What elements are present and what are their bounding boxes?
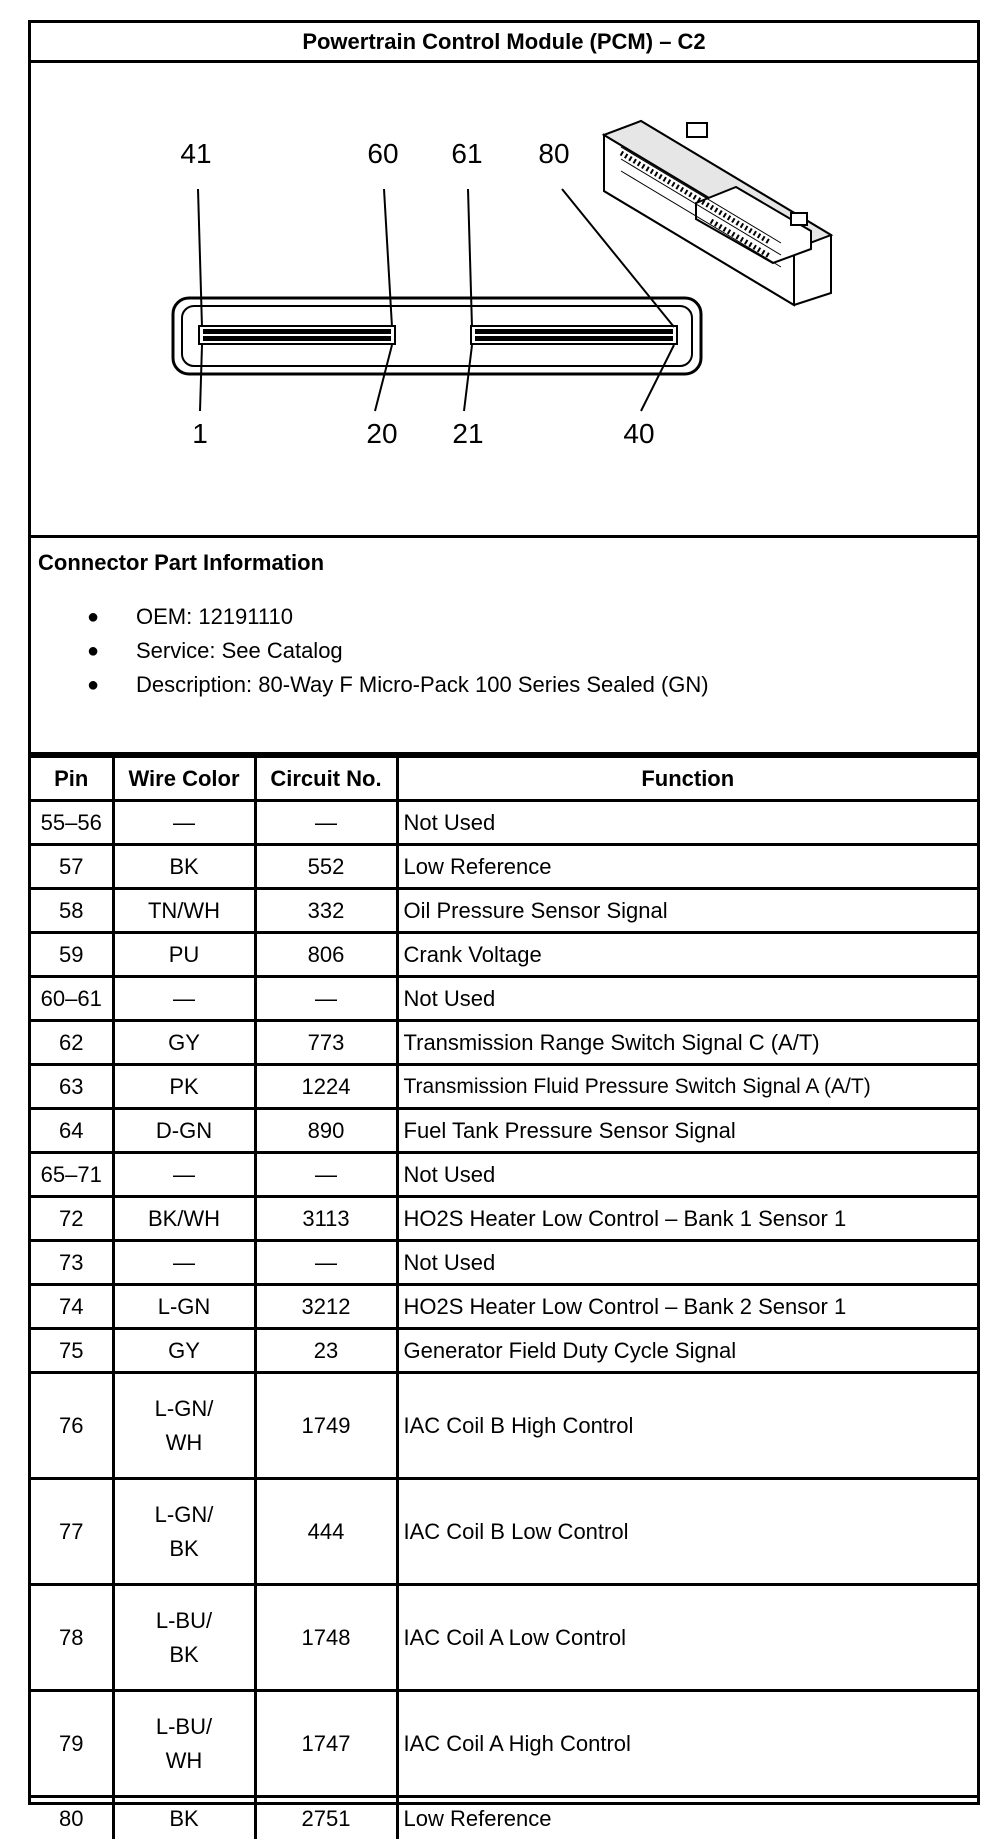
circuit-cell: 3212 <box>255 1285 397 1329</box>
circuit-cell: 23 <box>255 1329 397 1373</box>
table-row <box>31 845 977 889</box>
table-row <box>31 1065 977 1109</box>
function-cell: IAC Coil B High Control <box>397 1373 977 1479</box>
function-cell: Oil Pressure Sensor Signal <box>397 889 977 933</box>
bullet-icon: ● <box>87 668 99 702</box>
table-row <box>31 801 977 845</box>
function-cell: Fuel Tank Pressure Sensor Signal <box>397 1109 977 1153</box>
pin-cell: 58 <box>31 889 113 933</box>
wire-color-line-1: L-GN/ <box>115 1392 254 1426</box>
pin-cell: 57 <box>31 845 113 889</box>
table-row <box>31 1153 977 1197</box>
table-row <box>31 1241 977 1285</box>
oem-number: OEM: 12191110 <box>136 604 293 629</box>
part-info-list <box>31 600 709 702</box>
circuit-cell: — <box>255 977 397 1021</box>
header-pin: Pin <box>31 757 113 801</box>
wire-color-line-1: L-BU/ <box>115 1710 254 1744</box>
wire-color-cell <box>113 1585 255 1691</box>
part-info-item <box>31 668 709 702</box>
wire-color-cell: — <box>113 977 255 1021</box>
callout-pin-1: 1 <box>192 418 208 449</box>
pin-cell: 64 <box>31 1109 113 1153</box>
pin-cell: 76 <box>31 1373 113 1479</box>
bullet-icon: ● <box>87 600 99 634</box>
pin-cell: 73 <box>31 1241 113 1285</box>
table-row <box>31 1797 977 1839</box>
wire-color-cell: — <box>113 1241 255 1285</box>
wire-color-cell: — <box>113 1153 255 1197</box>
wire-color-cell <box>113 1691 255 1797</box>
wire-color-line-2: BK <box>115 1532 254 1566</box>
circuit-cell: 1747 <box>255 1691 397 1797</box>
page-title: Powertrain Control Module (PCM) – C2 <box>31 23 977 63</box>
pin-cell: 80 <box>31 1797 113 1839</box>
connector-part-information <box>31 538 977 755</box>
pin-cell: 77 <box>31 1479 113 1585</box>
circuit-cell: 444 <box>255 1479 397 1585</box>
description-info: Description: 80-Way F Micro-Pack 100 Series Sealed (GN) <box>136 672 709 697</box>
circuit-cell: 1224 <box>255 1065 397 1109</box>
table-row <box>31 1285 977 1329</box>
header-function: Function <box>397 757 977 801</box>
pin-cell: 78 <box>31 1585 113 1691</box>
callout-pin-21: 21 <box>452 418 483 449</box>
pin-cell: 72 <box>31 1197 113 1241</box>
wire-color-cell: BK <box>113 845 255 889</box>
pin-cell: 79 <box>31 1691 113 1797</box>
callout-pin-80: 80 <box>538 138 569 169</box>
part-info-item <box>31 600 709 634</box>
function-cell: Transmission Range Switch Signal C (A/T) <box>397 1021 977 1065</box>
wire-color-cell: TN/WH <box>113 889 255 933</box>
circuit-cell: — <box>255 1241 397 1285</box>
wire-color-line-1: L-GN/ <box>115 1498 254 1532</box>
wire-color-cell: GY <box>113 1021 255 1065</box>
circuit-cell: 1749 <box>255 1373 397 1479</box>
pin-cell: 55–56 <box>31 801 113 845</box>
circuit-cell: 3113 <box>255 1197 397 1241</box>
table-row <box>31 889 977 933</box>
pin-cell: 59 <box>31 933 113 977</box>
pin-cell: 60–61 <box>31 977 113 1021</box>
callout-pin-60: 60 <box>367 138 398 169</box>
callout-pin-20: 20 <box>366 418 397 449</box>
table-row <box>31 1479 977 1585</box>
wire-color-cell: PK <box>113 1065 255 1109</box>
table-row <box>31 1197 977 1241</box>
pin-cell: 65–71 <box>31 1153 113 1197</box>
callout-pin-40: 40 <box>623 418 654 449</box>
connector-sheet <box>28 20 980 1805</box>
info-heading: Connector Part Information <box>38 550 324 576</box>
table-header-row <box>31 757 977 801</box>
header-wire-color: Wire Color <box>113 757 255 801</box>
table-row <box>31 977 977 1021</box>
circuit-cell: 890 <box>255 1109 397 1153</box>
circuit-cell: 332 <box>255 889 397 933</box>
function-cell: Low Reference <box>397 845 977 889</box>
leader-lines <box>198 189 674 411</box>
circuit-cell: 806 <box>255 933 397 977</box>
circuit-cell: 2751 <box>255 1797 397 1839</box>
wire-color-line-2: WH <box>115 1426 254 1460</box>
table-row <box>31 933 977 977</box>
function-cell: IAC Coil B Low Control <box>397 1479 977 1585</box>
wire-color-cell <box>113 1373 255 1479</box>
pin-cell: 63 <box>31 1065 113 1109</box>
pinout-table <box>31 755 977 1839</box>
connector-isometric-illustration <box>604 121 831 305</box>
table-row <box>31 1585 977 1691</box>
connector-drawing <box>31 63 977 535</box>
circuit-cell: 552 <box>255 845 397 889</box>
function-cell: Not Used <box>397 1153 977 1197</box>
pin-cell: 62 <box>31 1021 113 1065</box>
table-row <box>31 1021 977 1065</box>
wire-color-cell: PU <box>113 933 255 977</box>
wire-color-line-2: BK <box>115 1638 254 1672</box>
function-cell: HO2S Heater Low Control – Bank 2 Sensor 1 <box>397 1285 977 1329</box>
wire-color-cell: GY <box>113 1329 255 1373</box>
wire-color-line-1: L-BU/ <box>115 1604 254 1638</box>
wire-color-cell: L-GN <box>113 1285 255 1329</box>
circuit-cell: 1748 <box>255 1585 397 1691</box>
function-cell: Transmission Fluid Pressure Switch Signal A (A/T) <box>397 1065 977 1109</box>
function-cell: Not Used <box>397 977 977 1021</box>
pin-row-left <box>199 326 395 344</box>
function-cell: Low Reference <box>397 1797 977 1839</box>
function-cell: Crank Voltage <box>397 933 977 977</box>
circuit-cell: — <box>255 1153 397 1197</box>
wire-color-cell: BK/WH <box>113 1197 255 1241</box>
function-cell: Generator Field Duty Cycle Signal <box>397 1329 977 1373</box>
function-cell: HO2S Heater Low Control – Bank 1 Sensor 1 <box>397 1197 977 1241</box>
service-info: Service: See Catalog <box>136 638 343 663</box>
table-row <box>31 1691 977 1797</box>
circuit-cell: — <box>255 801 397 845</box>
pin-cell: 74 <box>31 1285 113 1329</box>
connector-figure <box>31 63 977 538</box>
bullet-icon: ● <box>87 634 99 668</box>
callout-pin-41: 41 <box>180 138 211 169</box>
function-cell: Not Used <box>397 801 977 845</box>
part-info-item <box>31 634 709 668</box>
callout-pin-61: 61 <box>451 138 482 169</box>
wire-color-line-2: WH <box>115 1744 254 1778</box>
wire-color-cell: BK <box>113 1797 255 1839</box>
circuit-cell: 773 <box>255 1021 397 1065</box>
function-cell: Not Used <box>397 1241 977 1285</box>
wire-color-cell: — <box>113 801 255 845</box>
header-circuit: Circuit No. <box>255 757 397 801</box>
table-row <box>31 1373 977 1479</box>
wire-color-cell: D-GN <box>113 1109 255 1153</box>
table-row <box>31 1109 977 1153</box>
table-row <box>31 1329 977 1373</box>
function-cell: IAC Coil A High Control <box>397 1691 977 1797</box>
pin-row-right <box>471 326 677 344</box>
function-cell: IAC Coil A Low Control <box>397 1585 977 1691</box>
wire-color-cell <box>113 1479 255 1585</box>
pin-cell: 75 <box>31 1329 113 1373</box>
